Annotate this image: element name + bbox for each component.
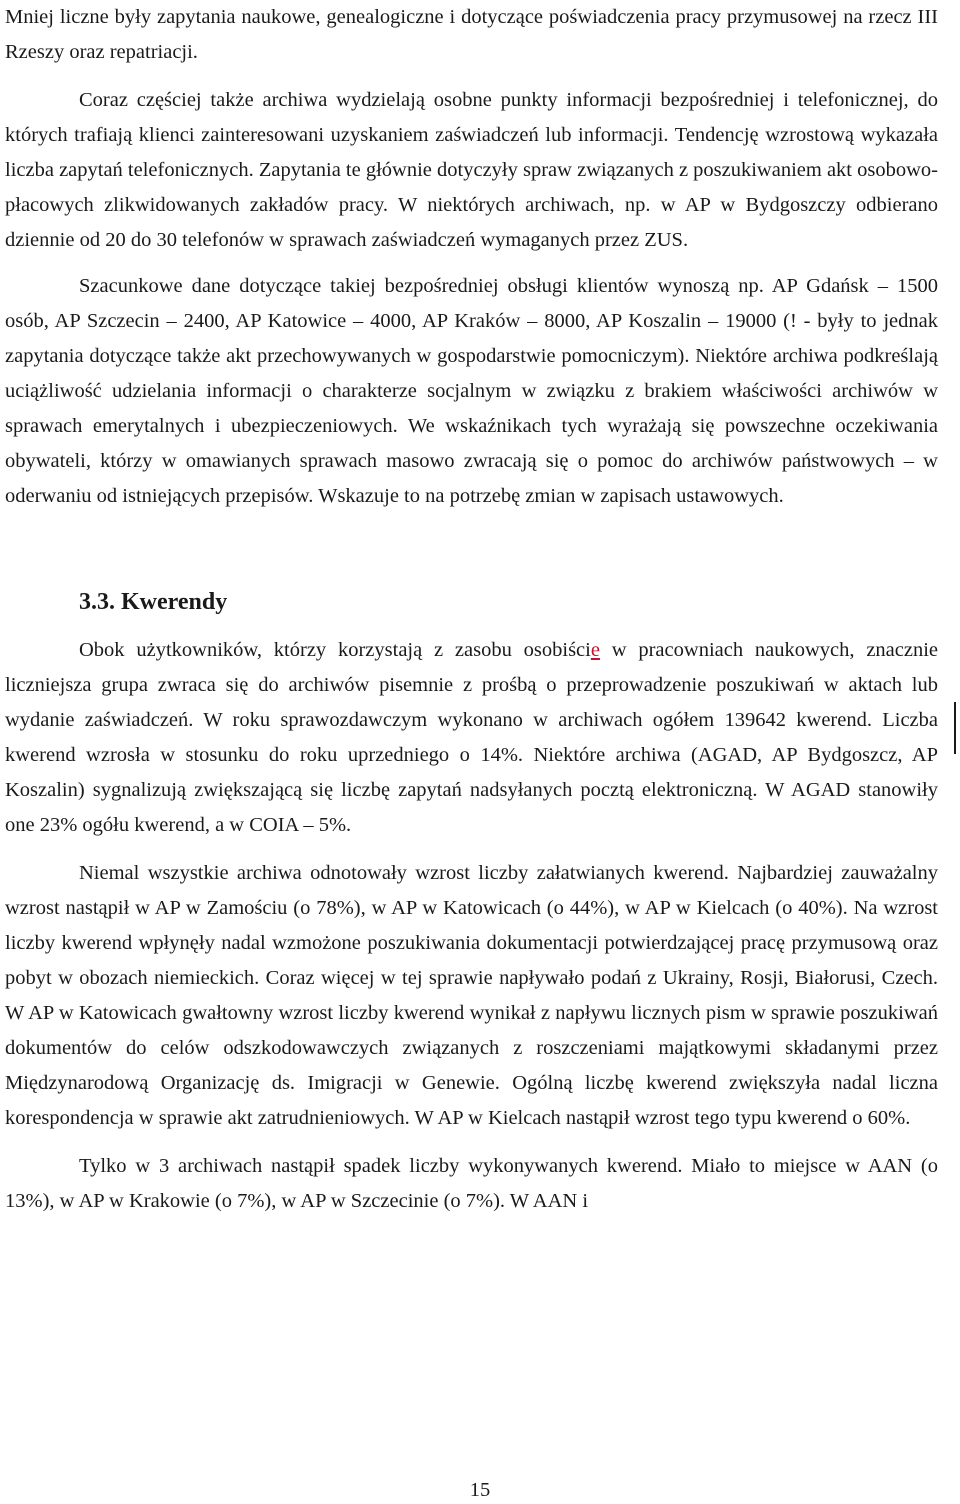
document-page bbox=[5, 0, 938, 1219]
tracked-change-mark: e bbox=[590, 639, 600, 661]
change-bar-marker bbox=[954, 702, 956, 754]
paragraph-written-queries-rest: w pracowniach naukowych, znacznie liczniejsza grupa zwraca się do archiwów pisemnie z prośbą o przeprowadzenie poszukiwań w aktach lub wydanie zaświadczeń. W roku sprawozdawczym wykonano w archiwach ogółem 139642 kwerend. Liczba kwerend wzrosła w stosunku do roku uprzedniego o 14%. Niektóre archiwa (AGAD, AP Bydgoszcz, AP Koszalin) sygnalizują zwiększającą się liczbę zapytań nadsyłanych pocztą elektroniczną. W AGAD stanowiły one 23% ogółu kwerend, a w COIA – 5%. bbox=[5, 639, 939, 836]
paragraph-query-decline: Tylko w 3 archiwach nastąpił spadek liczby wykonywanych kwerend. Miało to miejsce w AAN (o 13%), w AP w Krakowie (o 7%), w AP w Szczecinie (o 7%). W AAN i bbox=[5, 1155, 938, 1212]
page-number: 15 bbox=[469, 1479, 491, 1501]
paragraph-written-queries bbox=[5, 633, 938, 843]
paragraph-query-growth: Niemal wszystkie archiwa odnotowały wzrost liczby załatwianych kwerend. Najbardziej zauważalny wzrost nastąpił w AP w Zamościu (o 78%), w AP w Katowicach (o 44%), w AP w Kielcach (o 40%). Na wzrost liczby kwerend wpłynęły nadal wzmożone poszukiwania dokumentacji potwierdzającej pracę przymusową oraz pobyt w obozach niemieckich. Coraz więcej w tej sprawie napływało podań z Ukrainy, Rosji, Białorusi, Czech. W AP w Katowicach gwałtowny wzrost liczby kwerend wynikał z napływu licznych pism w sprawie poszukiwań dokumentów do celów odszkodowawczych związanych z roszczeniami majątkowymi składanymi przez Międzynarodową Organizację ds. Imigracji w Genewie. Ogólną liczbę kwerend zwiększyła nadal liczna korespondencja w sprawie akt zatrudnieniowych. W AP w Kielcach nastąpił wzrost tego typu kwerend o 60%. bbox=[5, 862, 938, 1129]
section-heading: 3.3. Kwerendy bbox=[79, 589, 228, 615]
paragraph-written-queries-start: Obok użytkowników, którzy korzystają z zasobu osobiści bbox=[79, 639, 591, 661]
paragraph-client-service-estimates: Szacunkowe dane dotyczące takiej bezpośredniej obsługi klientów wynoszą np. AP Gdańsk – 1500 osób, AP Szczecin – 2400, AP Katowice – 4000, AP Kraków – 8000, AP Koszalin – 19000 (! - były to jednak zapytania dotyczące także akt przechowywanych w gospodarstwie pomocniczym). Niektóre archiwa podkreślają uciążliwość udzielania informacji o charakterze socjalnym w związku z brakiem właściwości archiwów w sprawach emerytalnych i ubezpieczeniowych. We wskaźnikach tych wyrażają się powszechne oczekiwania obywateli, którzy w omawianych sprawach masowo zwracają się o pomoc do archiwów państwowych – w oderwaniu od istniejących przepisów. Wskazuje to na potrzebę zmian w zapisach ustawowych. bbox=[5, 275, 938, 507]
paragraph-information-points: Coraz częściej także archiwa wydzielają osobne punkty informacji bezpośredniej i telefonicznej, do których trafiają klienci zainteresowani uzyskaniem zaświadczeń lub informacji. Tendencję wzrostową wykazała liczba zapytań telefonicznych. Zapytania te głównie dotyczyły spraw związanych z poszukiwaniem akt osobowo-płacowych zlikwidowanych zakładów pracy. W niektórych archiwach, np. w AP w Bydgoszczy odbierano dziennie od 20 do 30 telefonów w sprawach zaświadczeń wymaganych przez ZUS. bbox=[5, 89, 938, 251]
paragraph-forced-labour-queries: Mniej liczne były zapytania naukowe, genealogiczne i dotyczące poświadczenia pracy przymusowej na rzecz III Rzeszy oraz repatriacji. bbox=[5, 6, 938, 63]
